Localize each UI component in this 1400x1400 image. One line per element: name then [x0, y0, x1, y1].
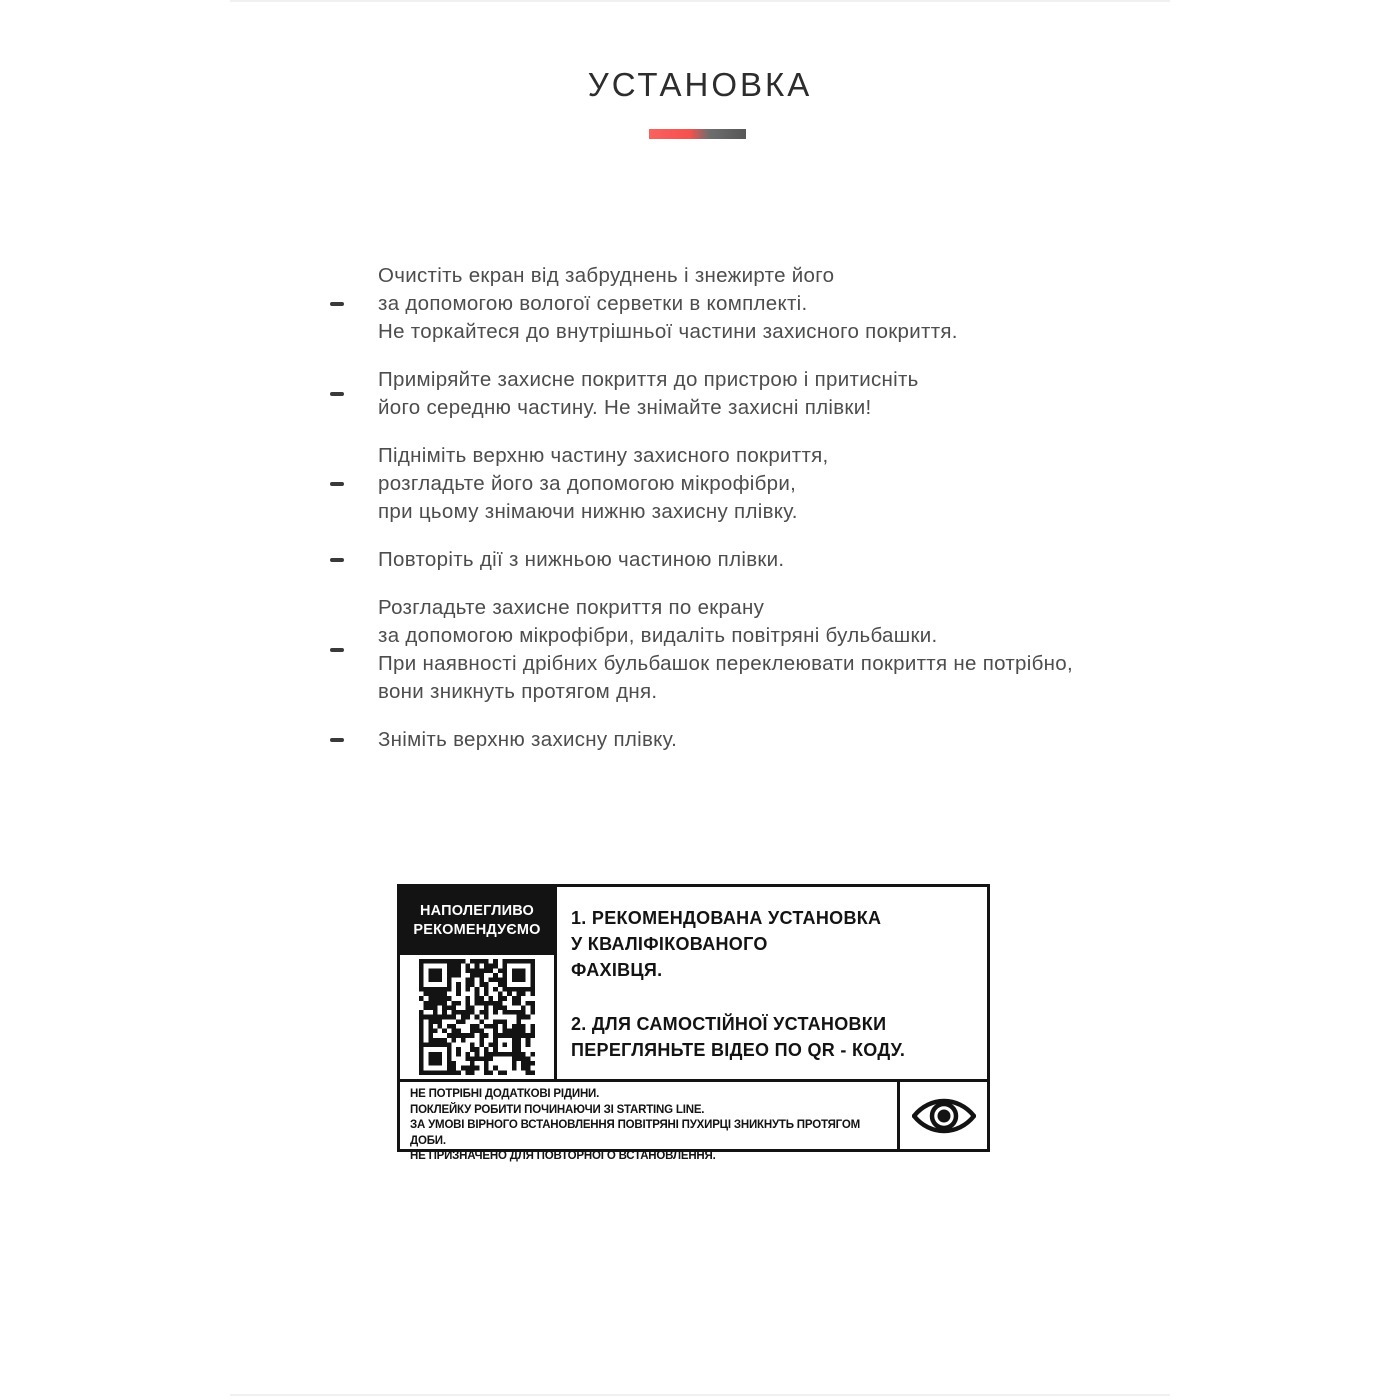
- bullet: [330, 482, 378, 486]
- recommendation-box-footer: [400, 1079, 987, 1162]
- instruction-text: Приміряйте захисне покриття до пристрою і притисніть його середню частину. Не знімайте захисні плівки!: [378, 368, 919, 419]
- instruction-text: Розгладьте захисне покриття по екрану за допомогою мікрофібри, видаліть повітряні бульбашки. При наявності дрібних бульбашок переклеювати покриття не потрібно, вони зникнуть протягом дня.: [378, 596, 1073, 703]
- usage-note: ЗА УМОВІ ВІРНОГО ВСТАНОВЛЕННЯ ПОВІТРЯНІ ПУХИРЦІ ЗНИКНУТЬ ПРОТЯГОМ ДОБИ.: [410, 1119, 860, 1147]
- badge-line: РЕКОМЕНДУЄМО: [413, 922, 541, 938]
- dash-icon: [330, 302, 344, 306]
- instruction-item: [330, 594, 1190, 706]
- instruction-text: Очистіть екран від забруднень і знежирте його за допомогою вологої серветки в комплекті. Не торкайтеся до внутрішньої частини захисного покриття.: [378, 264, 958, 343]
- instruction-text: Підніміть верхню частину захисного покриття, розгладьте його за допомогою мікрофібри, при цьому знімаючи нижню захисну плівку.: [378, 444, 829, 523]
- recommendation-point: 1. РЕКОМЕНДОВАНА УСТАНОВКА У КВАЛІФІКОВАНОГО ФАХІВЦЯ.: [571, 908, 882, 980]
- page-title: УСТАНОВКА: [587, 66, 813, 103]
- usage-note: НЕ ПОТРІБНІ ДОДАТКОВІ РІДИНИ.: [410, 1088, 600, 1100]
- badge-line: НАПОЛЕГЛИВО: [420, 903, 534, 919]
- title-accent-bar: [649, 129, 746, 139]
- bullet: [330, 648, 378, 652]
- dash-icon: [330, 738, 344, 742]
- page-bottom-divider: [230, 1394, 1170, 1396]
- dash-icon: [330, 558, 344, 562]
- instruction-item: [330, 546, 1190, 574]
- bullet: [330, 558, 378, 562]
- dash-icon: [330, 648, 344, 652]
- dash-icon: [330, 392, 344, 396]
- usage-note: НЕ ПРИЗНАЧЕНО ДЛЯ ПОВТОРНОГО ВСТАНОВЛЕННЯ.: [410, 1150, 716, 1162]
- instruction-text: Повторіть дії з нижньою частиною плівки.: [378, 548, 785, 571]
- usage-notes: [400, 1082, 897, 1162]
- instruction-item: [330, 442, 1190, 526]
- bullet: [330, 738, 378, 742]
- instruction-item: [330, 366, 1190, 422]
- recommendation-box-left: [400, 887, 557, 1079]
- recommendation-box-top: [400, 887, 987, 1079]
- recommendation-points: [557, 887, 987, 1079]
- instruction-item: [330, 262, 1190, 346]
- instruction-item: [330, 726, 1190, 754]
- eye-icon: [897, 1082, 987, 1149]
- bullet: [330, 302, 378, 306]
- instruction-text: Зніміть верхню захисну плівку.: [378, 728, 678, 751]
- bullet: [330, 392, 378, 396]
- instruction-list: [330, 262, 1190, 774]
- recommendation-box: [397, 884, 990, 1162]
- strongly-recommend-badge: [400, 887, 554, 955]
- qr-code-icon: [400, 955, 554, 1079]
- recommendation-point: 2. ДЛЯ САМОСТІЙНОЇ УСТАНОВКИ ПЕРЕГЛЯНЬТЕ ВІДЕО ПО QR - КОДУ.: [571, 1014, 906, 1060]
- page-top-divider: [230, 0, 1170, 2]
- dash-icon: [330, 482, 344, 486]
- usage-note: ПОКЛЕЙКУ РОБИТИ ПОЧИНАЮЧИ ЗІ STARTING LINE.: [410, 1103, 705, 1116]
